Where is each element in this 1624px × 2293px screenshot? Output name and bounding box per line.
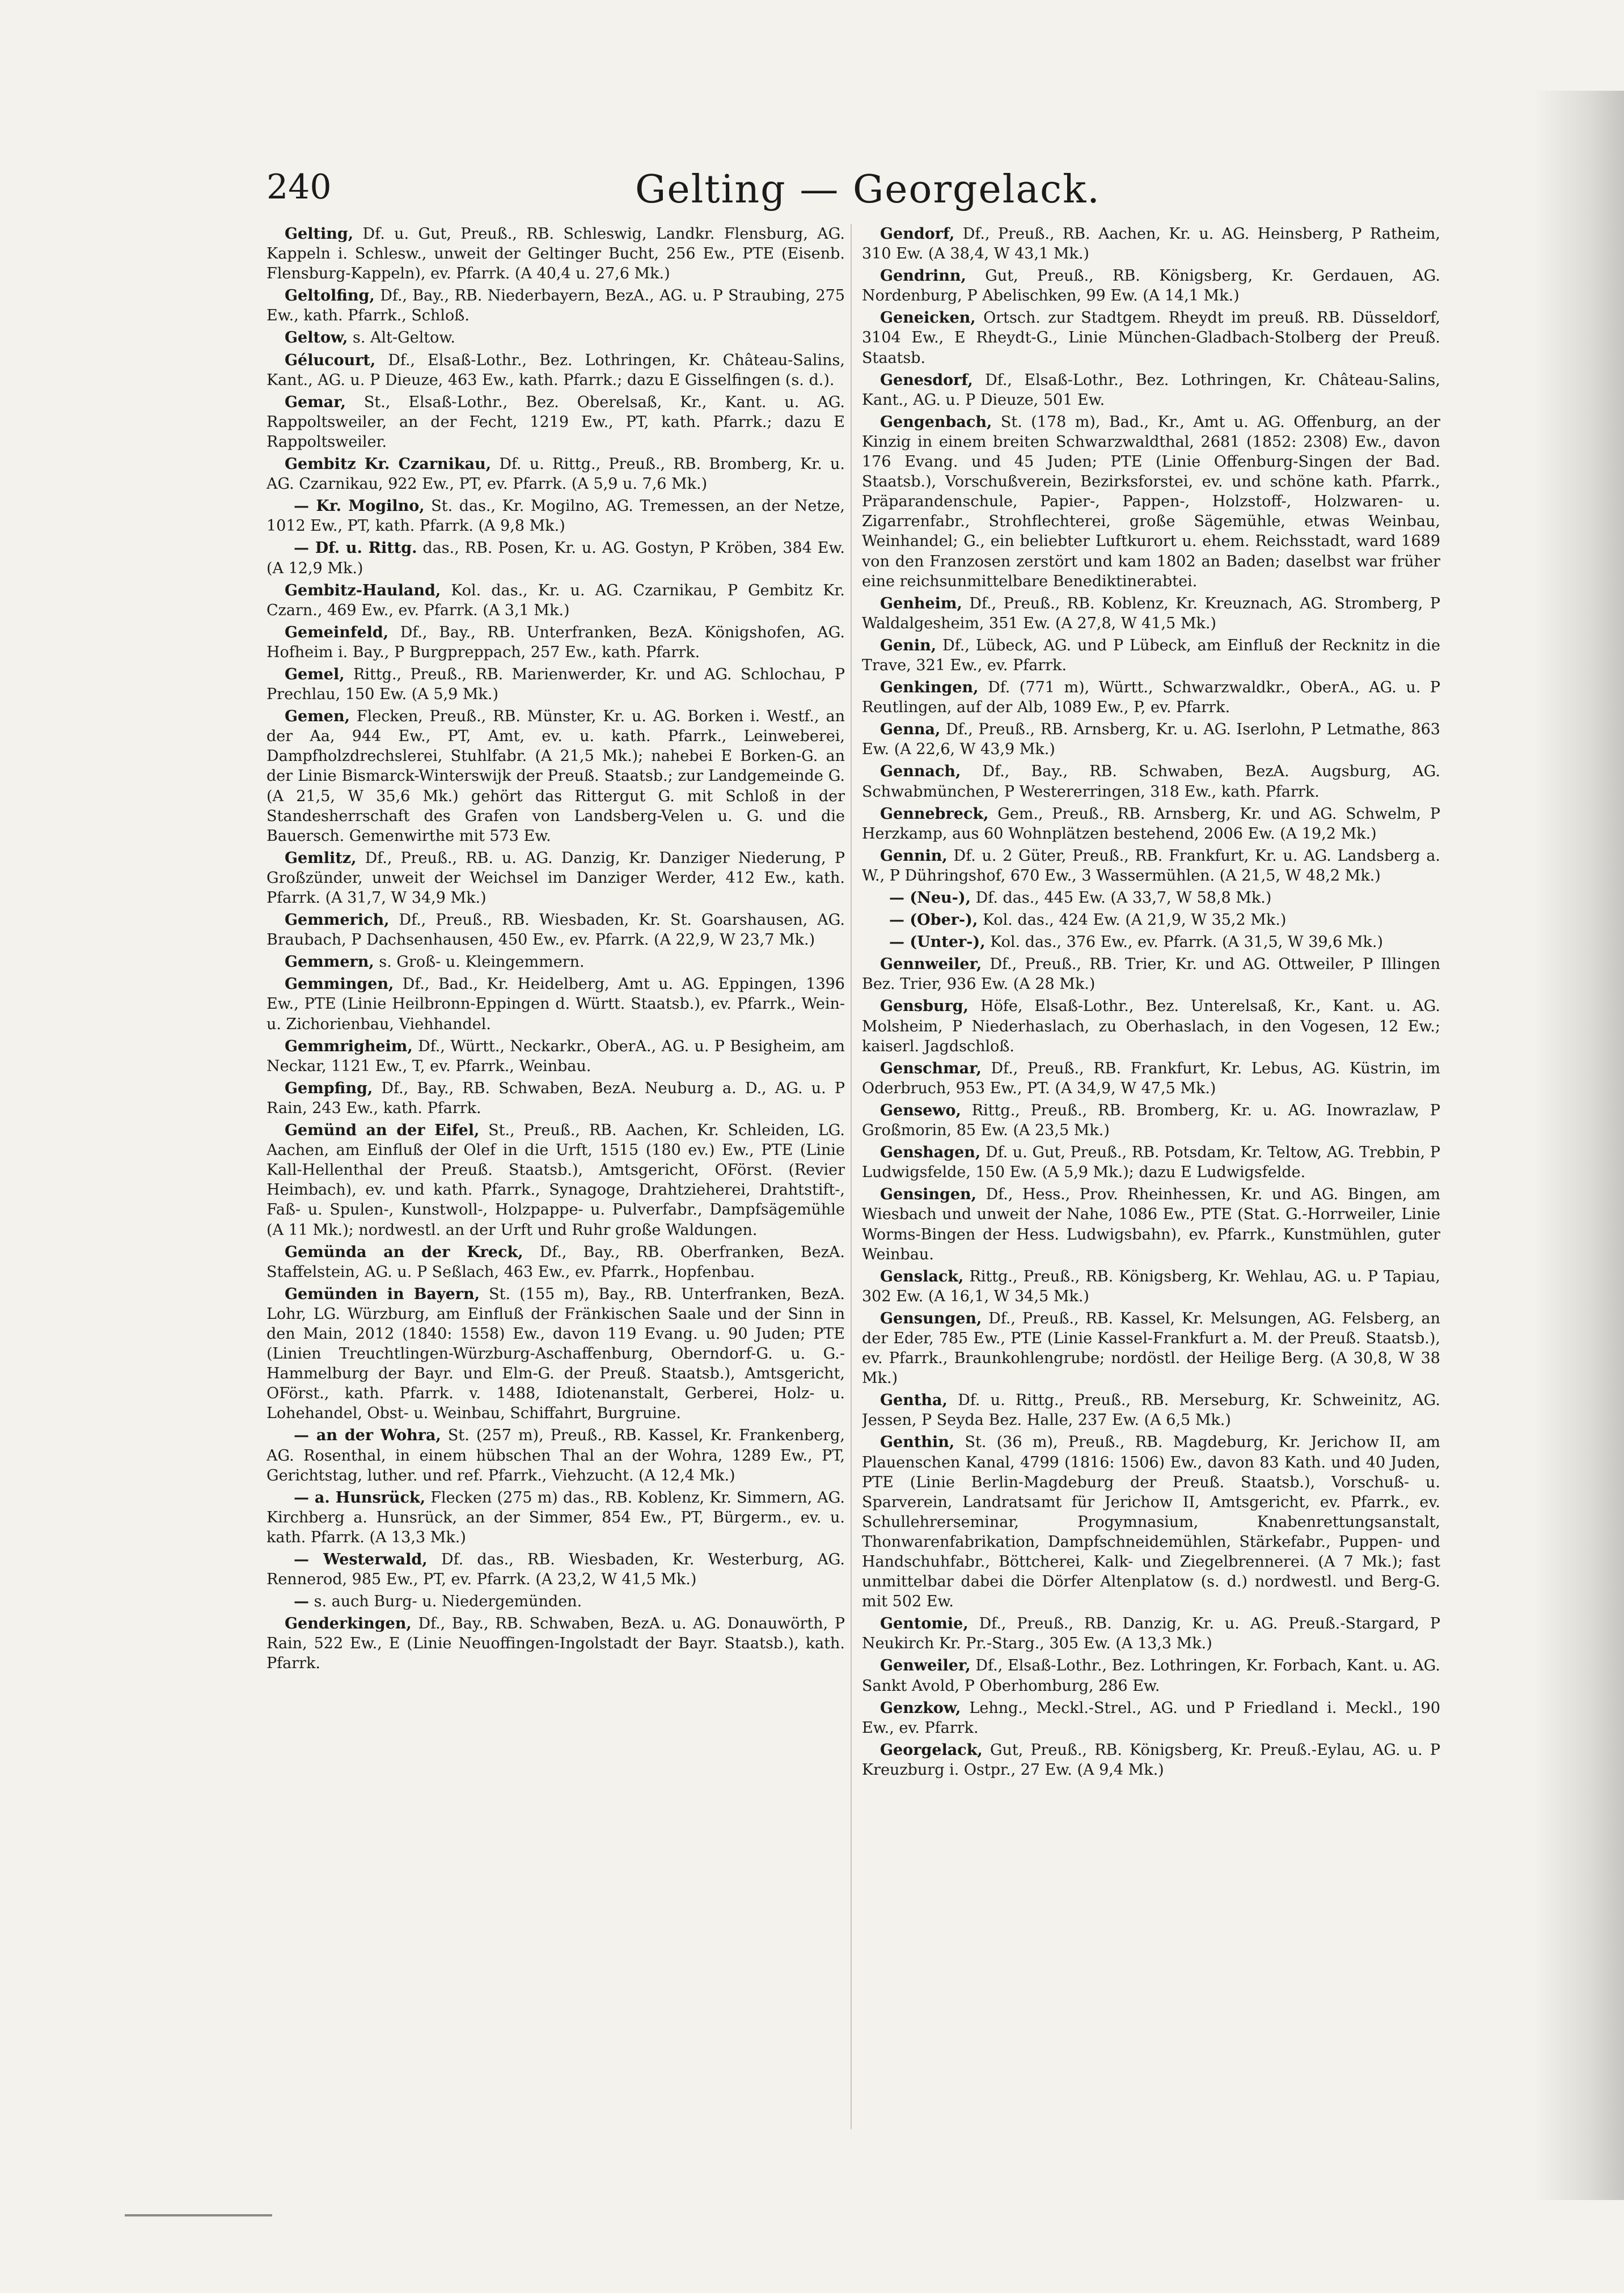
entry-term: Genschmar,: [880, 1059, 982, 1077]
entry-text: Df., Württ., Neckarkr., OberA., AG. u. P Besigheim, am Neckar, 1121 Ew., T, ev. Pfarrk., Weinbau.: [267, 1037, 845, 1075]
dictionary-entry: [267, 286, 845, 325]
dictionary-entry: [267, 910, 845, 950]
entry-text: Lehng., Meckl.-Strel., AG. und P Friedland i. Meckl., 190 Ew., ev. Pfarrk.: [862, 1699, 1440, 1737]
dictionary-entry: [267, 1425, 845, 1485]
dictionary-entry: [862, 1101, 1440, 1140]
entry-term: Gemmrigheim,: [285, 1037, 413, 1055]
entry-term: Gemünda an der Kreck,: [285, 1243, 523, 1261]
entry-term: Genthin,: [880, 1433, 955, 1452]
right-column: [862, 224, 1440, 2129]
dictionary-entry: [862, 720, 1440, 759]
entry-term: Genin,: [880, 636, 937, 654]
entry-text: Df., Preuß., RB. Arnsberg, Kr. u. AG. Iserlohn, P Letmathe, 863 Ew. (A 22,6, W 43,9 Mk.): [862, 721, 1440, 759]
entry-term: Genzkow,: [880, 1699, 961, 1717]
entry-term: Gempfing,: [285, 1079, 373, 1097]
left-column: [267, 224, 845, 2129]
entry-term: Gemel,: [285, 665, 345, 683]
entry-term: Gengenbach,: [880, 413, 992, 431]
dictionary-entry: [267, 1284, 845, 1424]
entry-text: St., Preuß., RB. Aachen, Kr. Schleiden, LG. Aachen, am Einfluß der Olef in die Urft, 1515 (180 ev.) Ew., PTE (Linie Kall-Hellenthal der Preuß. Staatsb.), Amtsgericht, OFörst. (Revier Heimbach), ev. und kath. Pfarrk., Synagoge, Drahtzieherei, Drahtstift-, Faß- u. Spulen-, Kunstwoll-, Holzpappe- u. Pulverfabr., Dampfsägemühle (A 11 Mk.); nordwestl. an der Urft und Ruhr große Waldungen.: [267, 1122, 845, 1239]
entry-term: — Westerwald,: [294, 1551, 428, 1568]
entry-text: Df. (771 m), Württ., Schwarzwaldkr., OberA., AG. u. P Reutlingen, auf der Alb, 1089 Ew., P, ev. Pfarrk.: [862, 679, 1440, 717]
page-header: [267, 162, 1401, 224]
entry-text: St. (257 m), Preuß., RB. Kassel, Kr. Frankenberg, AG. Rosenthal, in einem hübschen Thal an der Wohra, 1289 Ew., PT, Gerichtstag, luther. und ref. Pfarrk., Viehzucht. (A 12,4 Mk.): [267, 1427, 845, 1484]
dictionary-entry: [267, 538, 845, 578]
entry-text: Df. u. Gut, Preuß., RB. Schleswig, Landkr. Flensburg, AG. Kappeln i. Schlesw., unweit der Geltinger Bucht, 256 Ew., PTE (Eisenb. Flensburg-Kappeln), ev. Pfarrk. (A 40,4 u. 27,6 Mk.): [267, 225, 845, 283]
dictionary-entry: [862, 224, 1440, 264]
dictionary-entry: [862, 846, 1440, 886]
dictionary-entry: [267, 392, 845, 452]
entry-text: Df., Bay., RB. Niederbayern, BezA., AG. u. P Straubing, 275 Ew., kath. Pfarrk., Schloß.: [267, 287, 845, 325]
entry-term: Gemar,: [285, 393, 346, 411]
entry-text: Df., Bay., RB. Schwaben, BezA. u. AG. Donauwörth, P Rain, 522 Ew., E (Linie Neuoffingen-Ingolstadt der Bayr. Staatsb.), kath. Pfarrk.: [267, 1615, 845, 1673]
dictionary-entry: [862, 370, 1440, 410]
entry-term: — (Neu-),: [889, 889, 971, 907]
dictionary-entry: [267, 496, 845, 536]
entry-term: Gentha,: [880, 1391, 948, 1410]
dictionary-entry: [267, 454, 845, 494]
entry-term: —: [294, 1593, 309, 1611]
entry-text: Df., Bay., RB. Oberfranken, BezA. Staffelstein, AG. u. P Seßlach, 463 Ew., ev. Pfarrk., Hopfenbau.: [267, 1243, 845, 1281]
entry-term: Gendrinn,: [880, 267, 966, 285]
entry-term: Gennebreck,: [880, 805, 989, 823]
entry-text: Kol. das., 424 Ew. (A 21,9, W 35,2 Mk.): [982, 911, 1287, 929]
dictionary-entry: [862, 1432, 1440, 1611]
dictionary-entry: [862, 266, 1440, 306]
dictionary-entry: [267, 952, 845, 972]
entry-text: Kol. das., Kr. u. AG. Czarnikau, P Gembitz Kr. Czarn., 469 Ew., ev. Pfarrk. (A 3,1 Mk.): [267, 581, 845, 619]
entry-text: St., Elsaß-Lothr., Bez. Oberelsaß, Kr., Kant. u. AG. Rappoltsweiler, an der Fecht, 1219 Ew., PT, kath. Pfarrk.; dazu E Rappoltsweiler.: [267, 393, 845, 451]
entry-term: — Kr. Mogilno,: [294, 497, 425, 515]
dictionary-entry: [862, 761, 1440, 801]
dictionary-entry: [267, 581, 845, 620]
dictionary-entry: [267, 1614, 845, 1673]
entry-text: Höfe, Elsaß-Lothr., Bez. Unterelsaß, Kr., Kant. u. AG. Molsheim, P Niederhaslach, zu Oberhaslach, in den Vogesen, 12 Ew.; kaiserl. Jagdschloß.: [862, 997, 1440, 1055]
dictionary-entry: [862, 954, 1440, 994]
dictionary-entry: [862, 308, 1440, 367]
entry-text: St. (36 m), Preuß., RB. Magdeburg, Kr. Jerichow II, am Plauenschen Kanal, 4799 (1816: 1506) Ew., davon 83 Kath. und 40 Juden, PTE (Linie Berlin-Magdeburg der Preuß. Staatsb.), Vorschuß- u. Sparverein, Landratsamt für Jerichow II, Amtsgericht, ev. Pfarrk., ev. Schullehrerseminar, Progymnasium, Knabenrettungsanstalt, Thonwarenfabrikation, Dampfschneidemühlen, Stärkefabr., Puppen- und Handschuhfabr., Böttcherei, Kalk- und Ziegelbrennerei. (A 7 Mk.); fast unmittelbar dabei die Dörfer Altenplatow (s. d.) nordwestl. und Berg-G. mit 502 Ew.: [862, 1433, 1440, 1611]
entry-term: Gemeinfeld,: [285, 623, 389, 641]
dictionary-entry: [862, 1740, 1440, 1780]
dictionary-entry: [862, 1143, 1440, 1182]
dictionary-entry: [267, 1592, 845, 1611]
entry-text: Kol. das., 376 Ew., ev. Pfarrk. (A 31,5, W 39,6 Mk.): [990, 933, 1384, 951]
entry-term: — a. Hunsrück,: [294, 1488, 426, 1507]
entry-text: Df., Hess., Prov. Rheinhessen, Kr. und AG. Bingen, am Wiesbach und unweit der Nahe, 1086 Ew., PTE (Stat. G.-Horrweiler, Linie Worms-Bingen der Hess. Ludwigsbahn), ev. Pfarrk., Kunstmühlen, guter Weinbau.: [862, 1186, 1440, 1263]
entry-term: Gensburg,: [880, 997, 969, 1016]
entry-term: Gentomie,: [880, 1615, 969, 1633]
entry-term: Genkingen,: [880, 679, 979, 697]
entry-term: Georgelack,: [880, 1741, 983, 1759]
dictionary-entry: [267, 848, 845, 908]
dictionary-entry: [862, 594, 1440, 633]
dictionary-entry: [862, 636, 1440, 675]
entry-text: Df. u. Rittg., Preuß., RB. Bromberg, Kr. u. AG. Czarnikau, 922 Ew., PT, ev. Pfarrk. (A 5,9 u. 7,6 Mk.): [267, 455, 845, 493]
entry-text: Df., Preuß., RB. u. AG. Danzig, Kr. Danziger Niederung, P Großzünder, unweit der Weichsel im Danziger Werder, 412 Ew., kath. Pfarrk. (A 31,7, W 34,9 Mk.): [267, 849, 845, 907]
entry-text: Df., Elsaß-Lothr., Bez. Lothringen, Kr. Château-Salins, Kant., AG. u. P Dieuze, 501 Ew.: [862, 371, 1440, 409]
dictionary-entry: [862, 1309, 1440, 1388]
scan-artifact-rule: [125, 2214, 272, 2216]
entry-text: Df., Bay., RB. Schwaben, BezA. Augsburg, AG. Schwabmünchen, P Westererringen, 318 Ew., kath. Pfarrk.: [862, 763, 1440, 801]
running-title: Gelting — Georgelack.: [635, 167, 1101, 212]
entry-text: Df. u. Gut, Preuß., RB. Potsdam, Kr. Teltow, AG. Trebbin, P Ludwigsfelde, 150 Ew. (A 5,9 Mk.); dazu E Ludwigsfelde.: [862, 1144, 1440, 1182]
entry-term: Genheim,: [880, 594, 962, 612]
entry-text: Df., Preuß., RB. Wiesbaden, Kr. St. Goarshausen, AG. Braubach, P Dachsenhausen, 450 Ew., ev. Pfarrk. (A 22,9, W 23,7 Mk.): [267, 911, 845, 949]
entry-term: Gemmerich,: [285, 911, 390, 929]
entry-text: Df. u. 2 Güter, Preuß., RB. Frankfurt, Kr. u. AG. Landsberg a. W., P Dühringshof, 670 Ew., 3 Wassermühlen. (A 21,5, W 48,2 Mk.): [862, 847, 1440, 885]
dictionary-entry: [862, 996, 1440, 1056]
dictionary-entry: [862, 1698, 1440, 1738]
entry-term: — an der Wohra,: [294, 1427, 441, 1445]
entry-text: Df., Elsaß-Lothr., Bez. Lothringen, Kr. Forbach, Kant. u. AG. Sankt Avold, P Oberhomburg, 286 Ew.: [862, 1657, 1440, 1695]
dictionary-entry: [267, 1036, 845, 1076]
entry-text: Rittg., Preuß., RB. Königsberg, Kr. Wehlau, AG. u. P Tapiau, 302 Ew. (A 16,1, W 34,5 Mk.): [862, 1267, 1440, 1305]
dictionary-entry: [862, 1614, 1440, 1653]
dictionary-entry: [862, 888, 1440, 908]
dictionary-entry: [267, 1120, 845, 1240]
entry-text: s. Groß- u. Kleingemmern.: [379, 953, 585, 971]
entry-term: Gennach,: [880, 763, 961, 781]
entry-text: Rittg., Preuß., RB. Marienwerder, Kr. und AG. Schlochau, P Prechlau, 150 Ew. (A 5,9 Mk.): [267, 665, 845, 704]
dictionary-entry: [267, 224, 845, 284]
dictionary-entry: [267, 623, 845, 662]
entry-term: Gemmern,: [285, 953, 374, 971]
entry-term: Gembitz-Hauland,: [285, 581, 441, 599]
dictionary-entry: [862, 1059, 1440, 1098]
dictionary-entry: [267, 1242, 845, 1282]
dictionary-entry: [267, 1550, 845, 1589]
dictionary-entry: [267, 328, 845, 348]
dictionary-entry: [267, 1488, 845, 1547]
entry-term: Geltolfing,: [285, 287, 375, 305]
entry-text: Df. das., RB. Wiesbaden, Kr. Westerburg, AG. Rennerod, 985 Ew., PT, ev. Pfarrk. (A 23,2, W 41,5 Mk.): [267, 1551, 845, 1589]
dictionary-entry: [862, 1390, 1440, 1430]
scan-shadow-edge: [1533, 91, 1624, 2200]
entry-text: Df., Preuß., RB. Danzig, Kr. u. AG. Preuß.-Stargard, P Neukirch Kr. Pr.-Starg., 305 Ew. (A 13,3 Mk.): [862, 1615, 1440, 1653]
entry-text: Df., Elsaß-Lothr., Bez. Lothringen, Kr. Château-Salins, Kant., AG. u. P Dieuze, 463 Ew., kath. Pfarrk.; dazu E Gisselfingen (s. d.).: [267, 351, 845, 389]
dictionary-entry: [267, 1078, 845, 1118]
entry-term: Gélucourt,: [285, 351, 376, 369]
dictionary-entry: [862, 932, 1440, 952]
entry-term: Gemünden in Bayern,: [285, 1285, 480, 1303]
entry-term: — Df. u. Rittg.: [294, 539, 417, 557]
entry-term: Genshagen,: [880, 1144, 981, 1162]
dictionary-entry: [862, 678, 1440, 717]
entry-text: Df., Preuß., RB. Koblenz, Kr. Kreuznach, AG. Stromberg, P Waldalgesheim, 351 Ew. (A 27,8, W 41,5 Mk.): [862, 594, 1440, 632]
dictionary-entry: [862, 910, 1440, 930]
entry-term: Gemmingen,: [285, 975, 394, 993]
dictionary-entry: [862, 1656, 1440, 1695]
entry-text: Df. u. Rittg., Preuß., RB. Merseburg, Kr. Schweinitz, AG. Jessen, P Seyda Bez. Halle, 237 Ew. (A 6,5 Mk.): [862, 1391, 1440, 1429]
dictionary-entry: [862, 1267, 1440, 1306]
entry-text: Df. das., 445 Ew. (A 33,7, W 58,8 Mk.): [975, 889, 1272, 907]
dictionary-entry: [862, 412, 1440, 591]
entry-text: Gut, Preuß., RB. Königsberg, Kr. Gerdauen, AG. Nordenburg, P Abelischken, 99 Ew. (A 14,1 Mk.): [862, 267, 1440, 305]
entry-term: Geneicken,: [880, 309, 976, 327]
entry-text: Rittg., Preuß., RB. Bromberg, Kr. u. AG. Inowrazlaw, P Großmorin, 85 Ew. (A 23,5 Mk.): [862, 1101, 1440, 1140]
entry-text: Df., Preuß., RB. Trier, Kr. und AG. Ottweiler, P Illingen Bez. Trier, 936 Ew. (A 28 Mk.): [862, 955, 1440, 993]
entry-text: Df., Bay., RB. Unterfranken, BezA. Königshofen, AG. Hofheim i. Bay., P Burgpreppach, 257 Ew., kath. Pfarrk.: [267, 623, 845, 661]
entry-term: Genweiler,: [880, 1657, 971, 1675]
entry-text: Df., Preuß., RB. Aachen, Kr. u. AG. Heinsberg, P Ratheim, 310 Ew. (A 38,4, W 43,1 Mk.): [862, 225, 1440, 263]
entry-term: Genslack,: [880, 1267, 964, 1285]
entry-text: s. Alt-Geltow.: [353, 329, 455, 347]
entry-text: St. (178 m), Bad., Kr., Amt u. AG. Offenburg, an der Kinzig in einem breiten Schwarzwaldthal, 2681 (1852: 2308) Ew., davon 176 Evang. und 45 Juden; PTE (Linie Offenburg-Singen der Bad. Staatsb.), Vorschußverein, Bezirksforstei, ev. und schöne kath. Pfarrk., Präparandenschule, Papier-, Pappen-, Holzstoff-, Holzwaren- u. Zigarrenfabr., Strohflechterei, große Sägemühle, etwas Weinbau, Weinhandel; G., ein beliebter Luftkurort u. ehem. Reichsstadt, ward 1689 von den Franzosen zerstört und kam 1802 an Baden; daselbst war früher eine reichsunmittelbare Benediktinerabtei.: [862, 413, 1440, 590]
entry-term: Gensewo,: [880, 1101, 961, 1119]
entry-text: Gem., Preuß., RB. Arnsberg, Kr. und AG. Schwelm, P Herzkamp, aus 60 Wohnplätzen bestehend, 2006 Ew. (A 19,2 Mk.): [862, 805, 1440, 843]
entry-term: Gennin,: [880, 847, 948, 865]
entry-term: Gelting,: [285, 225, 354, 243]
entry-text: Df., Lübeck, AG. und P Lübeck, am Einfluß der Recknitz in die Trave, 321 Ew., ev. Pfarrk.: [862, 636, 1440, 674]
entry-text: Df., Preuß., RB. Kassel, Kr. Melsungen, AG. Felsberg, an der Eder, 785 Ew., PTE (Linie Kassel-Frankfurt a. M. der Preuß. Staatsb.), ev. Pfarrk., Braunkohlengrube; nordöstl. der Heilige Berg. (A 30,8, W 38 Mk.): [862, 1309, 1440, 1387]
entry-text: Df., Preuß., RB. Frankfurt, Kr. Lebus, AG. Küstrin, im Oderbruch, 953 Ew., PT. (A 34,9, W 47,5 Mk.): [862, 1059, 1440, 1097]
entry-text: Flecken (275 m) das., RB. Koblenz, Kr. Simmern, AG. Kirchberg a. Hunsrück, an der Simmer, 854 Ew., PT, Bürgerm., ev. u. kath. Pfarrk. (A 13,3 Mk.): [267, 1488, 845, 1546]
entry-text: das., RB. Posen, Kr. u. AG. Gostyn, P Kröben, 384 Ew. (A 12,9 Mk.): [267, 539, 845, 577]
entry-term: Genna,: [880, 721, 941, 739]
entry-term: Genesdorf,: [880, 371, 973, 389]
dictionary-entry: [862, 804, 1440, 844]
entry-term: Gemen,: [285, 708, 350, 726]
entry-term: Geltow,: [285, 329, 348, 347]
entry-term: Gensungen,: [880, 1309, 982, 1327]
dictionary-entry: [267, 974, 845, 1034]
entry-text: Flecken, Preuß., RB. Münster, Kr. u. AG. Borken i. Westf., an der Aa, 944 Ew., PT, Amt, ev. u. kath. Pfarrk., Leinweberei, Dampfholzdrechslerei, Stuhlfabr. (A 21,5 Mk.); nahebei E Borken-G. an der Linie Bismarck-Winterswijk der Preuß. Staatsb.; zur Landgemeinde G. (A 21,5, W 35,6 Mk.) gehört das Rittergut G. mit Schloß in der Standesherrschaft des Grafen von Landsberg-Velen u. G. und die Bauersch. Gemenwirthe mit 573 Ew.: [267, 708, 845, 845]
entry-text: Ortsch. zur Stadtgem. Rheydt im preuß. RB. Düsseldorf, 3104 Ew., E Rheydt-G., Linie München-Gladbach-Stolberg der Preuß. Staatsb.: [862, 309, 1440, 367]
dictionary-entry: [267, 706, 845, 846]
entry-term: — (Ober-),: [889, 911, 978, 929]
entry-text: s. auch Burg- u. Niedergemünden.: [314, 1593, 582, 1611]
entry-text: St. (155 m), Bay., RB. Unterfranken, BezA. Lohr, LG. Würzburg, am Einfluß der Fränkischen Saale und der Sinn in den Main, 2012 (1840: 1558) Ew., davon 119 Evang. u. 90 Juden; PTE (Linien Treuchtlingen-Würzburg-Aschaffenburg, Oberndorf-G. u. G.-Hammelburg der Bayr. und Elm-G. der Preuß. Staatsb.), Amtsgericht, OFörst., kath. Pfarrk. v. 1488, Idiotenanstalt, Gerberei, Holz- u. Lohehandel, Obst- u. Weinbau, Schiffahrt, Burgruine.: [267, 1285, 845, 1423]
entry-term: — (Unter-),: [889, 933, 986, 951]
column-divider: [851, 224, 852, 2129]
dictionary-entry: [267, 350, 845, 390]
dictionary-entry: [267, 665, 845, 704]
entry-term: Gembitz Kr. Czarnikau,: [285, 455, 492, 473]
entry-text: Df., Bad., Kr. Heidelberg, Amt u. AG. Eppingen, 1396 Ew., PTE (Linie Heilbronn-Eppingen d. Württ. Staatsb.), ev. Pfarrk., Wein- u. Zichorienbau, Viehhandel.: [267, 975, 845, 1033]
page-number: 240: [267, 167, 332, 207]
entry-text: Df., Bay., RB. Schwaben, BezA. Neuburg a. D., AG. u. P Rain, 243 Ew., kath. Pfarrk.: [267, 1079, 845, 1117]
entry-term: Gennweiler,: [880, 955, 982, 974]
entry-term: Gemünd an der Eifel,: [285, 1122, 480, 1140]
entry-term: Gendorf,: [880, 225, 955, 243]
entry-text: Gut, Preuß., RB. Königsberg, Kr. Preuß.-Eylau, AG. u. P Kreuzburg i. Ostpr., 27 Ew. (A 9,4 Mk.): [862, 1741, 1440, 1779]
entry-term: Gemlitz,: [285, 849, 357, 867]
entry-text: St. das., Kr. Mogilno, AG. Tremessen, an der Netze, 1012 Ew., PT, kath. Pfarrk. (A 9,8 Mk.): [267, 497, 845, 535]
dictionary-entry: [862, 1184, 1440, 1264]
entry-term: Gensingen,: [880, 1186, 977, 1204]
entry-term: Genderkingen,: [285, 1615, 412, 1633]
